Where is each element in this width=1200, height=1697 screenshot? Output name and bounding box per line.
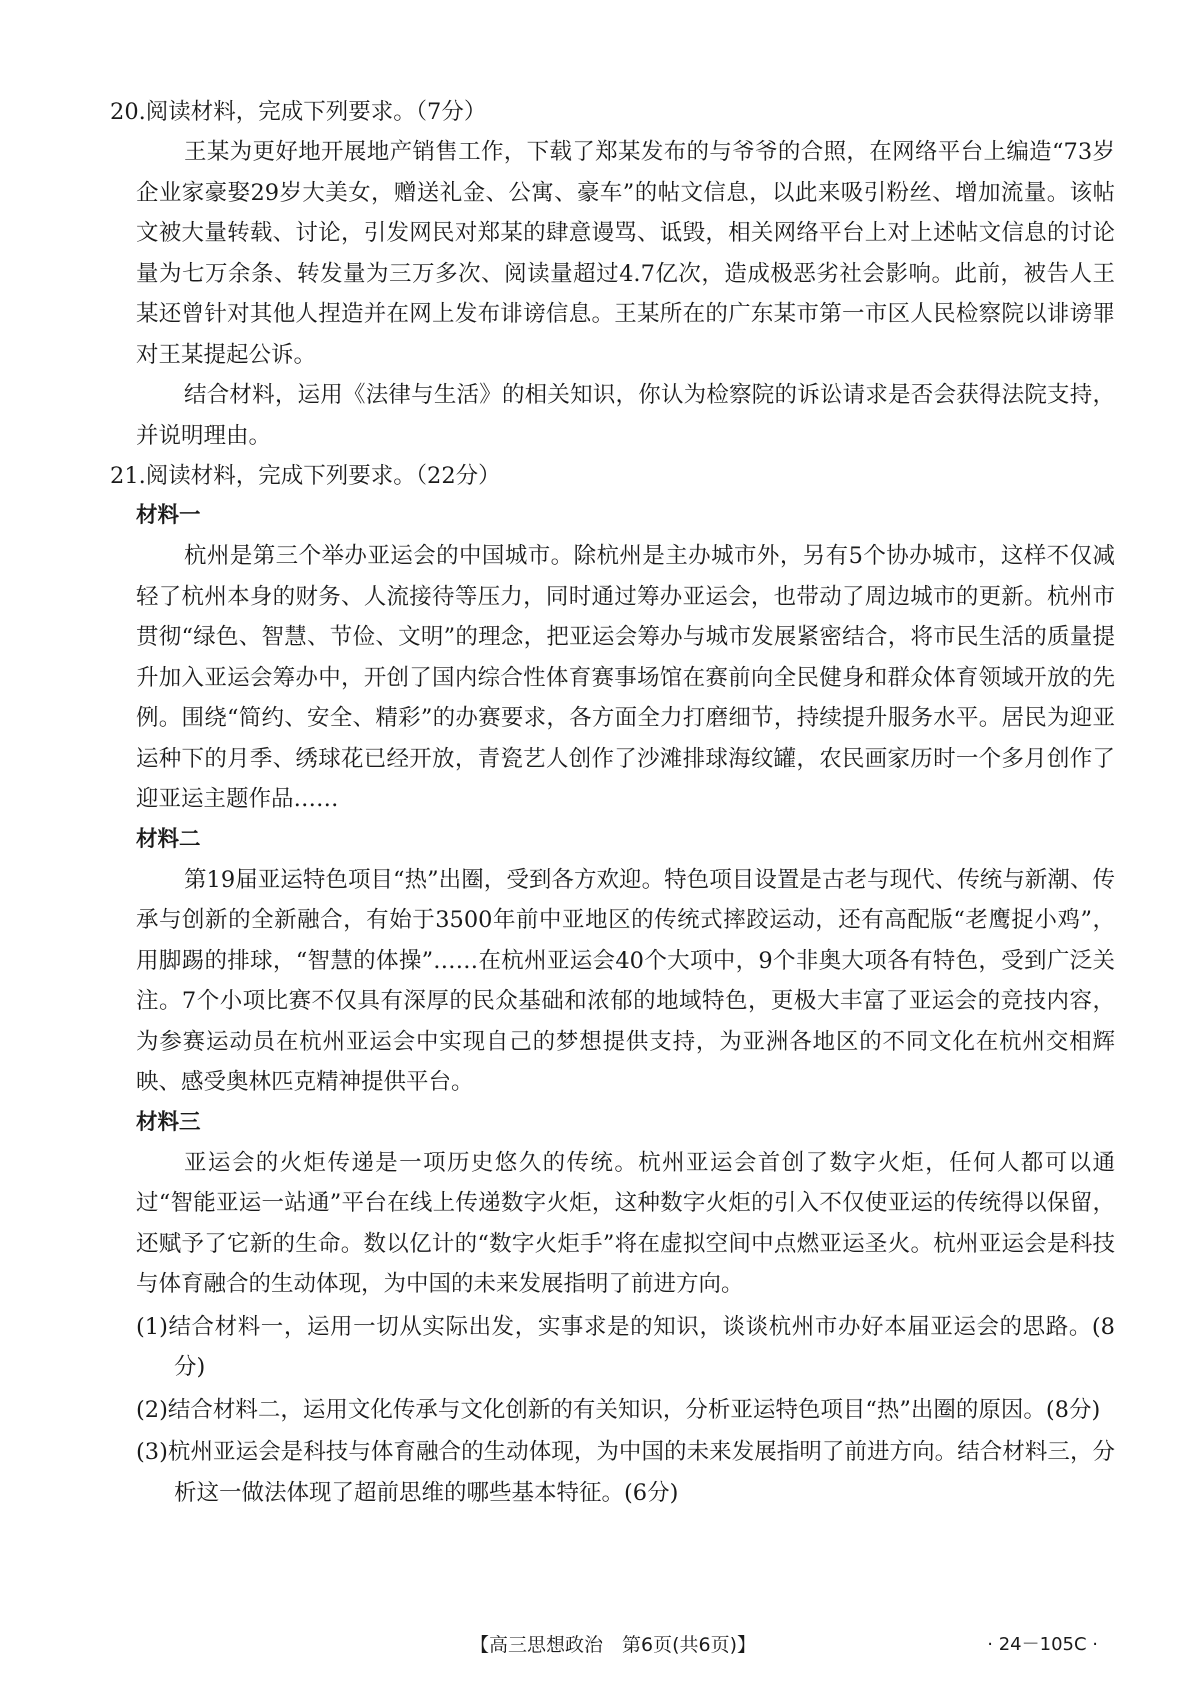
material-3-text: 亚运会的火炬传递是一项历史悠久的传统。杭州亚运会首创了数字火炬，任何人都可以通过“智能亚运一站通”平台在线上传递数字火炬，这种数字火炬的引入不仅使亚运的传统得以保留，还赋予了它新的生命。数以亿计的“数字火炬手”将在虚拟空间中点燃亚运圣火。杭州亚运会是科技与体育融合的生动体现，为中国的未来发展指明了前进方向。	[136, 1149, 1115, 1297]
question-20-heading: 20.阅读材料，完成下列要求。（7分）	[110, 99, 487, 125]
material-1-title: 材料一	[136, 503, 201, 528]
question-20-material: 王某为更好地开展地产销售工作，下载了郑某发布的与爷爷的合照，在网络平台上编造“73岁企业家豪娶29岁大美女，赠送礼金、公寓、豪车”的帖文信息，以此来吸引粉丝、增加流量。该帖文被大量转载、讨论，引发网民对郑某的肆意谩骂、诋毁，相关网络平台上对上述帖文信息的讨论量为七万余条、转发量为三万多次、阅读量超过4.7亿次，造成极恶劣社会影响。此前，被告人王某还曾针对其他人捏造并在网上发布诽谤信息。王某所在的广东某市第一市区人民检察院以诽谤罪对王某提起公诉。	[136, 139, 1115, 368]
material-1-text: 杭州是第三个举办亚运会的中国城市。除杭州是主办城市外，另有5个协办城市，这样不仅减轻了杭州本身的财务、人流接待等压力，同时通过筹办亚运会，也带动了周边城市的更新。杭州市贯彻“绿色、智慧、节俭、文明”的理念，把亚运会筹办与城市发展紧密结合，将市民生活的质量提升加入亚运会筹办中，开创了国内综合性体育赛事场馆在赛前向全民健身和群众体育领域开放的先例。围绕“简约、安全、精彩”的办赛要求，各方面全力打磨细节，持续提升服务水平。居民为迎亚运种下的月季、绣球花已经开放，青瓷艺人创作了沙滩排球海纹罐，农民画家历时一个多月创作了迎亚运主题作品……	[136, 543, 1115, 812]
sub-question-3: (3)杭州亚运会是科技与体育融合的生动体现，为中国的未来发展指明了前进方向。结合材料三，分析这一做法体现了超前思维的哪些基本特征。(6分)	[136, 1439, 1115, 1506]
question-20	[110, 92, 1115, 456]
sub-question-1: (1)结合材料一，运用一切从实际出发，实事求是的知识，谈谈杭州市办好本届亚运会的思路。(8分)	[136, 1313, 1115, 1380]
sub-question-2: (2)结合材料二，运用文化传承与文化创新的有关知识，分析亚运特色项目“热”出圈的原因。(8分)	[136, 1396, 1101, 1423]
material-2-text: 第19届亚运特色项目“热”出圈，受到各方欢迎。特色项目设置是古老与现代、传统与新潮、传承与创新的全新融合，有始于3500年前中亚地区的传统式摔跤运动，还有高配版“老鹰捉小鸡”，用脚踢的排球，“智慧的体操”……在杭州亚运会40个大项中，9个非奥大项各有特色，受到广泛关注。7个小项比赛不仅具有深厚的民众基础和浓郁的地域特色，更极大丰富了亚运会的竞技内容，为参赛运动员在杭州亚运会中实现自己的梦想提供支持，为亚洲各地区的不同文化在杭州交相辉映、感受奥林匹克精神提供平台。	[136, 866, 1115, 1095]
material-2-title: 材料二	[136, 826, 201, 852]
question-21	[110, 456, 1115, 1513]
footer-exam-code: · 24－105C ·	[987, 1634, 1098, 1655]
material-3-title: 材料三	[136, 1109, 201, 1135]
page-content	[110, 92, 1115, 1513]
footer-page-info: 【高三思想政治 第6页(共6页)】	[470, 1634, 757, 1656]
question-20-prompt: 结合材料，运用《法律与生活》的相关知识，你认为检察院的诉讼请求是否会获得法院支持，并说明理由。	[136, 382, 1115, 449]
page-footer	[0, 1630, 1200, 1660]
question-21-heading: 21.阅读材料，完成下列要求。（22分）	[110, 463, 501, 489]
